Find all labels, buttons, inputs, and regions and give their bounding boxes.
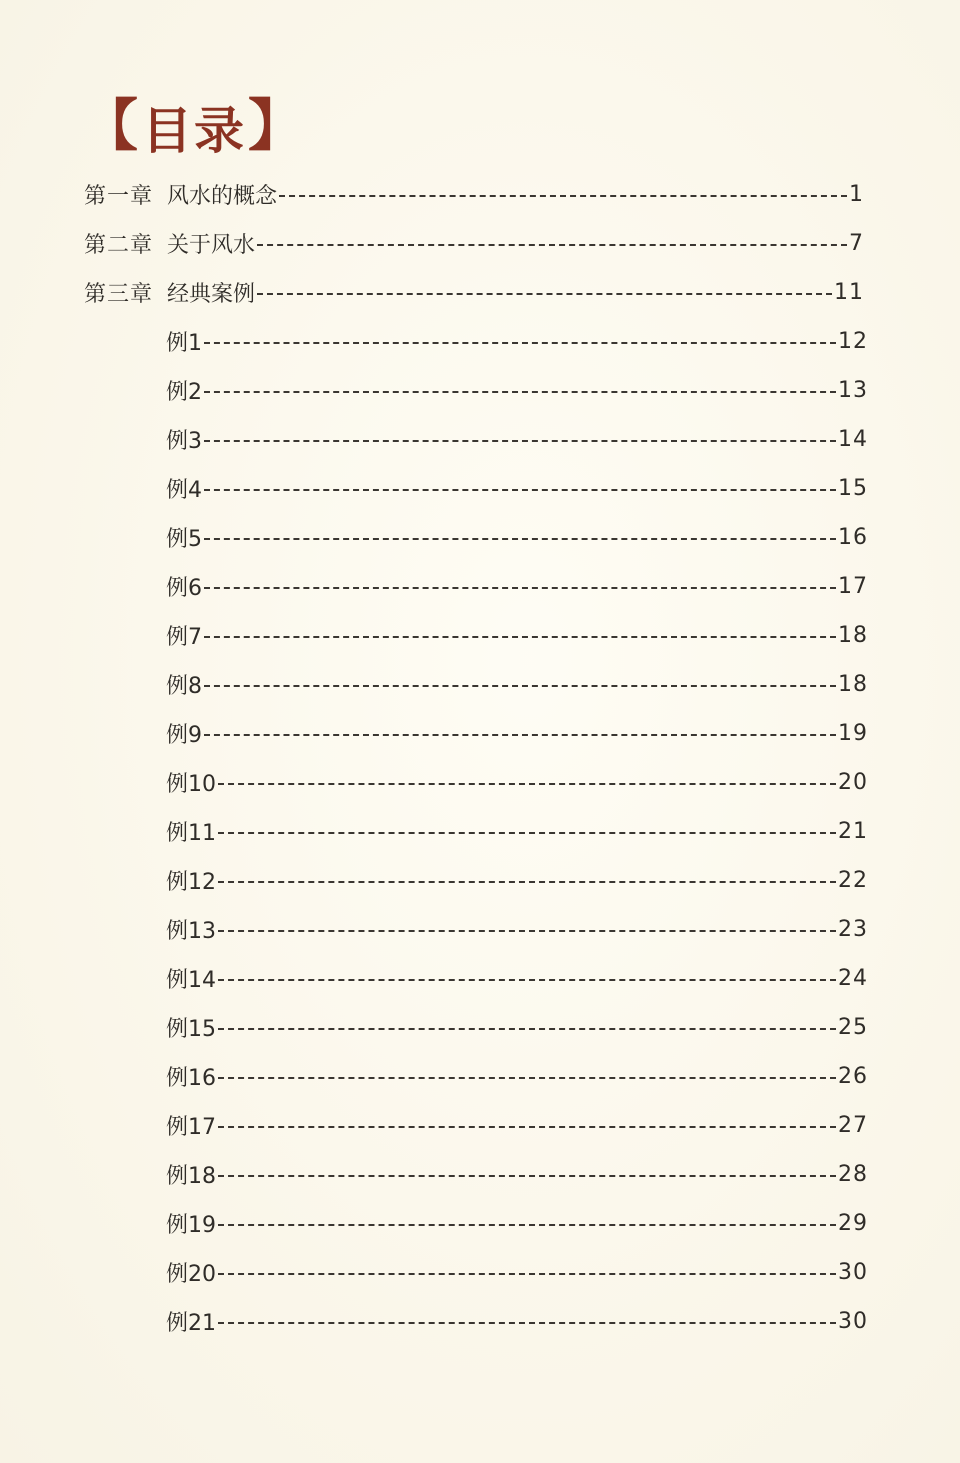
page-number: 7 <box>849 230 864 256</box>
title-bracket-left: 【 <box>82 94 140 159</box>
dotted-leader <box>204 440 836 442</box>
page-number: 19 <box>838 720 868 746</box>
page-number: 25 <box>838 1014 868 1040</box>
page-number: 13 <box>838 377 868 403</box>
toc-example-11[interactable] <box>166 814 868 848</box>
toc-chapter-2[interactable] <box>84 226 864 260</box>
dotted-leader <box>204 685 836 687</box>
example-label: 例6 <box>166 575 202 601</box>
example-label: 例7 <box>166 624 202 650</box>
chapter-title: 经典案例 <box>167 281 256 307</box>
page-number: 17 <box>838 573 868 599</box>
toc-example-19[interactable] <box>166 1206 868 1240</box>
dotted-leader <box>218 1077 836 1079</box>
toc-example-5[interactable] <box>166 520 868 554</box>
page-number: 27 <box>838 1112 868 1138</box>
toc-example-13[interactable] <box>166 912 868 946</box>
dotted-leader <box>204 636 836 638</box>
example-label: 例12 <box>166 869 216 895</box>
page-number: 26 <box>838 1063 868 1089</box>
chapter-number: 第二章 <box>84 232 154 258</box>
page-number: 16 <box>838 524 868 550</box>
toc-example-7[interactable] <box>166 618 868 652</box>
chapter-number: 第三章 <box>84 281 154 307</box>
dotted-leader <box>218 1126 836 1128</box>
dotted-leader <box>204 587 836 589</box>
page-number: 11 <box>834 279 864 305</box>
example-label: 例18 <box>166 1163 216 1189</box>
page-number: 1 <box>849 181 864 207</box>
example-label: 例14 <box>166 967 216 993</box>
toc-example-15[interactable] <box>166 1010 868 1044</box>
example-label: 例15 <box>166 1016 216 1042</box>
toc-example-16[interactable] <box>166 1059 868 1093</box>
example-label: 例8 <box>166 673 202 699</box>
toc-example-1[interactable] <box>166 324 868 358</box>
example-label: 例11 <box>166 820 216 846</box>
title-bracket-right: 】 <box>248 94 306 159</box>
dotted-leader <box>204 734 836 736</box>
example-label: 例20 <box>166 1261 216 1287</box>
page-number: 18 <box>838 622 868 648</box>
toc-example-10[interactable] <box>166 765 868 799</box>
toc-chapter-3[interactable] <box>84 275 864 309</box>
toc-example-9[interactable] <box>166 716 868 750</box>
toc-chapter-1[interactable] <box>84 177 864 211</box>
example-label: 例4 <box>166 477 202 503</box>
example-label: 例16 <box>166 1065 216 1091</box>
toc-example-6[interactable] <box>166 569 868 603</box>
toc-example-21[interactable] <box>166 1304 868 1338</box>
example-label: 例1 <box>166 330 202 356</box>
example-label: 例10 <box>166 771 216 797</box>
dotted-leader <box>204 538 836 540</box>
example-label: 例21 <box>166 1310 216 1336</box>
title-text: 目录 <box>142 102 246 160</box>
toc-example-14[interactable] <box>166 961 868 995</box>
dotted-leader <box>218 979 836 981</box>
toc-example-3[interactable] <box>166 422 868 456</box>
dotted-leader <box>204 342 836 344</box>
example-label: 例3 <box>166 428 202 454</box>
page-number: 24 <box>838 965 868 991</box>
example-label: 例9 <box>166 722 202 748</box>
chapter-title: 关于风水 <box>167 232 256 258</box>
page-number: 18 <box>838 671 868 697</box>
page-number: 29 <box>838 1210 868 1236</box>
dotted-leader <box>218 832 836 834</box>
dotted-leader <box>218 1224 836 1226</box>
page-number: 14 <box>838 426 868 452</box>
page-number: 12 <box>838 328 868 354</box>
example-label: 例17 <box>166 1114 216 1140</box>
toc-example-8[interactable] <box>166 667 868 701</box>
dotted-leader <box>218 1028 836 1030</box>
page-number: 22 <box>838 867 868 893</box>
example-label: 例2 <box>166 379 202 405</box>
example-label: 例5 <box>166 526 202 552</box>
dotted-leader <box>218 1175 836 1177</box>
dotted-leader <box>218 881 836 883</box>
dotted-leader <box>204 391 836 393</box>
dotted-leader <box>279 195 847 197</box>
dotted-leader <box>257 244 847 246</box>
dotted-leader <box>204 489 836 491</box>
toc-example-20[interactable] <box>166 1255 868 1289</box>
toc-example-2[interactable] <box>166 373 868 407</box>
chapter-title: 风水的概念 <box>167 183 278 209</box>
page-number: 30 <box>838 1308 868 1334</box>
example-label: 例13 <box>166 918 216 944</box>
page-number: 20 <box>838 769 868 795</box>
toc-example-12[interactable] <box>166 863 868 897</box>
dotted-leader <box>218 1273 836 1275</box>
chapter-number: 第一章 <box>84 183 154 209</box>
dotted-leader <box>218 930 836 932</box>
toc-example-18[interactable] <box>166 1157 868 1191</box>
toc-example-4[interactable] <box>166 471 868 505</box>
dotted-leader <box>257 293 832 295</box>
page-number: 15 <box>838 475 868 501</box>
toc-example-17[interactable] <box>166 1108 868 1142</box>
page-number: 23 <box>838 916 868 942</box>
page-number: 30 <box>838 1259 868 1285</box>
page-number: 28 <box>838 1161 868 1187</box>
page-number: 21 <box>838 818 868 844</box>
example-label: 例19 <box>166 1212 216 1238</box>
dotted-leader <box>218 1322 836 1324</box>
dotted-leader <box>218 783 836 785</box>
